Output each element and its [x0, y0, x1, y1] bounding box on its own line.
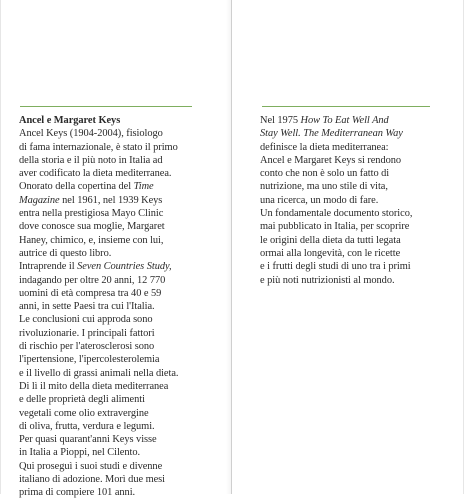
text-line	[19, 207, 219, 220]
text-line	[19, 300, 219, 313]
text-segment: e il livello di grassi animali nella dieta.	[19, 367, 179, 379]
text-segment: Per quasi quarant'anni Keys visse	[19, 434, 157, 446]
text-line	[19, 274, 219, 287]
text-segment: Nel 1975	[260, 115, 301, 126]
text-line	[19, 287, 219, 300]
text-line	[19, 327, 219, 340]
italic-text-segment: Time	[133, 181, 154, 193]
text-segment: ormai alla longevità, con le ricette	[260, 247, 401, 259]
text-segment: autrice di questo libro.	[19, 247, 112, 259]
left-page-text	[19, 114, 219, 500]
text-segment: e delle proprietà degli alimenti	[19, 394, 145, 406]
text-segment: mai pubblicato in Italia, per scoprire	[260, 221, 410, 233]
italic-text-segment: Seven Countries Study,	[77, 261, 172, 273]
text-line	[19, 460, 219, 473]
text-line	[19, 393, 219, 406]
text-segment: Ancel e Margaret Keys si rendono	[260, 154, 402, 166]
text-line	[19, 473, 219, 486]
text-line	[19, 154, 219, 167]
text-segment: anni, in sette Paesi tra cui l'Italia.	[19, 301, 155, 313]
text-segment: definisce la dieta mediterranea:	[260, 141, 389, 153]
text-segment: nutrizione, ma uno stile di vita,	[260, 181, 388, 193]
right-page-body	[260, 114, 460, 287]
text-segment: l'ipertensione, l'ipercolesterolemia	[19, 354, 160, 366]
text-segment: Intraprende il	[19, 261, 78, 273]
text-segment: della storia e il più noto in Italia ad	[19, 154, 163, 166]
text-segment: italiano di adozione. Morì due mesi	[19, 474, 165, 486]
text-line	[19, 380, 219, 393]
left-page-rule	[20, 106, 192, 107]
text-line	[19, 220, 219, 233]
right-page-text	[260, 114, 460, 287]
text-segment: Ancel Keys (1904-2004), fisiologo	[19, 128, 163, 140]
text-segment: di oliva, frutta, verdura e legumi.	[19, 420, 155, 432]
text-line	[19, 234, 219, 247]
text-segment: Le conclusioni cui approda sono	[19, 314, 153, 326]
text-line	[260, 127, 460, 140]
text-line	[260, 114, 460, 127]
text-segment: dove conosce sua moglie, Margaret	[19, 221, 165, 233]
author-heading: Ancel e Margaret Keys	[19, 115, 121, 126]
text-segment: di rischio per l'aterosclerosi sono	[19, 341, 155, 353]
text-segment: di fama internazionale, è stato il primo	[19, 141, 178, 153]
text-line	[19, 420, 219, 433]
text-line	[19, 367, 219, 380]
text-segment: Onorato della copertina del	[19, 181, 134, 193]
text-segment: prima di compiere 101 anni.	[19, 487, 136, 499]
text-segment: nel 1961, nel 1939 Keys	[59, 194, 163, 206]
text-line	[260, 260, 460, 273]
text-line	[260, 194, 460, 207]
page-fold	[231, 0, 232, 494]
text-line	[260, 141, 460, 154]
right-page-rule	[262, 106, 430, 107]
text-line	[260, 247, 460, 260]
text-segment: vegetali come olio extravergine	[19, 407, 149, 419]
text-line	[19, 433, 219, 446]
text-line	[260, 234, 460, 247]
text-segment: entra nella prestigiosa Mayo Clinic	[19, 208, 164, 220]
text-segment: conto che non è solo un fatto di	[260, 168, 390, 180]
text-segment: in Italia a Pioppi, nel Cilento.	[19, 447, 141, 459]
text-line	[19, 180, 219, 193]
text-line	[19, 247, 219, 260]
text-line	[19, 313, 219, 326]
text-line	[19, 353, 219, 366]
italic-text-segment: Stay Well. The Mediterranean Way	[260, 128, 403, 140]
text-line	[19, 446, 219, 459]
text-line	[260, 180, 460, 193]
text-segment: Un fondamentale documento storico,	[260, 208, 413, 220]
text-segment: aver codificato la dieta mediterranea.	[19, 168, 172, 180]
text-segment: le origini della dieta da tutti legata	[260, 234, 401, 246]
text-segment: Di lì il mito della dieta mediterranea	[19, 380, 169, 392]
text-line	[19, 127, 219, 140]
left-page-body	[19, 127, 219, 499]
text-segment: una ricerca, un modo di fare.	[260, 194, 379, 206]
text-segment: e più noti nutrizionisti al mondo.	[260, 274, 395, 286]
text-line	[19, 340, 219, 353]
text-line	[19, 260, 219, 273]
text-line	[19, 407, 219, 420]
text-segment: Qui proseguì i suoi studi e divenne	[19, 460, 163, 472]
italic-text-segment: Magazine	[19, 194, 60, 206]
text-segment: e i frutti degli studi di uno tra i primi	[260, 261, 411, 273]
left-page-edge	[0, 0, 1, 494]
italic-text-segment: How To Eat Well And	[300, 115, 389, 126]
text-line	[19, 167, 219, 180]
text-line	[260, 167, 460, 180]
text-line	[260, 274, 460, 287]
text-segment: uomini di età compresa tra 40 e 59	[19, 287, 162, 299]
text-segment: indagando per oltre 20 anni, 12 770	[19, 274, 166, 286]
text-line	[19, 486, 219, 499]
text-line	[260, 220, 460, 233]
text-line	[260, 154, 460, 167]
text-line	[19, 194, 219, 207]
text-line	[19, 141, 219, 154]
text-line	[260, 207, 460, 220]
text-segment: rivoluzionarie. I principali fattori	[19, 327, 155, 339]
text-segment: Haney, chimico, e, insieme con lui,	[19, 234, 164, 246]
